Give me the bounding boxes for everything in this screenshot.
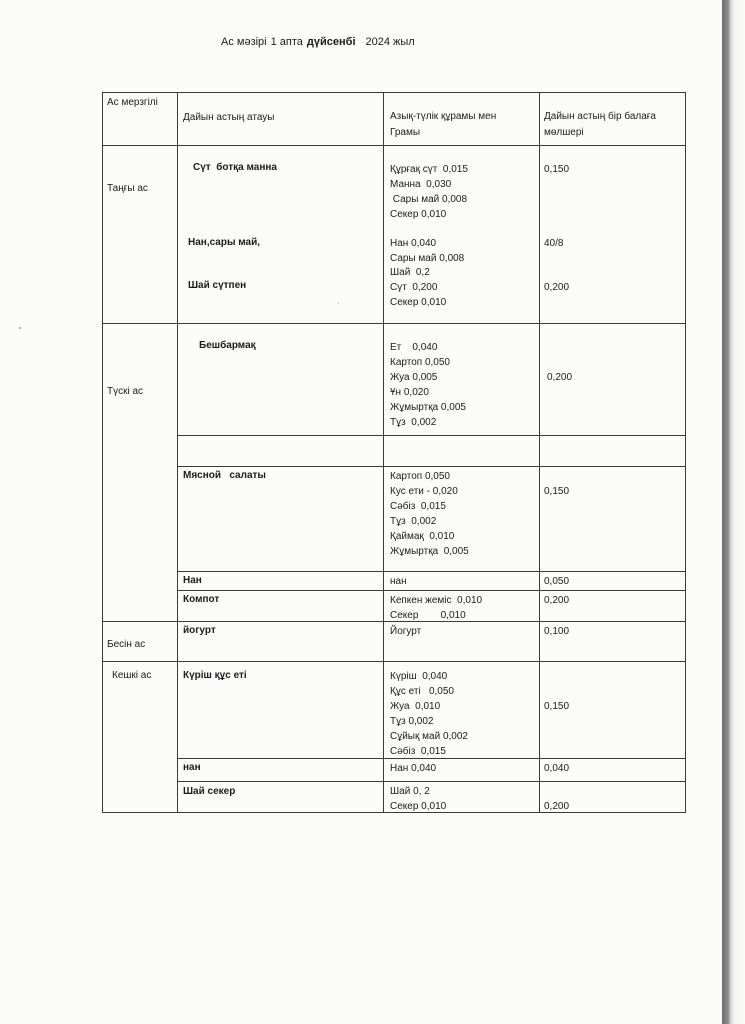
meal-period-snack: Бесін ас [107,639,146,650]
ingredient-line: Сары май 0,008 [390,194,468,205]
ingredient-line: Манна 0,030 [390,179,452,190]
header-dish-name: Дайын астың атауы [183,112,275,123]
ingredient-line: Картоп 0,050 [390,471,450,482]
portion-value: 0,040 [544,763,570,774]
ingredient-line: Тұз 0,002 [390,716,434,727]
ingredient-line: Күріш 0,040 [390,671,448,682]
meal-period-dinner: Кешкі ас [112,670,152,681]
portion-value: 0,200 [544,801,570,812]
scanner-edge-shadow [722,0,745,1024]
ingredient-line: Секер 0,010 [390,801,447,812]
dish-name: Күріш құс еті [183,670,247,681]
portion-value: 0,150 [544,164,570,175]
ingredient-line: Ет 0,040 [390,342,438,353]
ingredient-line: Жұмыртқа 0,005 [390,546,469,557]
ingredient-line: Сәбіз 0,015 [390,501,446,512]
dish-name: Нан [183,575,202,586]
dish-name: йогурт [183,625,216,636]
ingredient-line: Сәбіз 0,015 [390,746,446,757]
ingredient-line: Нан 0,040 [390,238,437,249]
ingredient-line: Шай 0, 2 [390,786,430,797]
meal-period-breakfast: Таңғы ас [107,183,148,194]
title-week: 1 апта [270,36,303,48]
ingredient-line: нан [390,576,407,587]
dish-name: Мясной салаты [183,470,266,481]
ingredient-line: Сұйық май 0,002 [390,731,468,742]
ingredient-line: Құрғақ сүт 0,015 [390,164,468,175]
document-title [221,36,415,48]
portion-value: 40/8 [544,238,564,249]
dish-name: Компот [183,594,220,605]
ingredient-line: Секер 0,010 [390,297,447,308]
dish-name: Бешбармақ [199,340,256,351]
ingredient-line: Йогурт [390,626,422,637]
dish-name: Шай секер [183,786,236,797]
dish-name: Сүт ботқа манна [193,162,277,173]
dish-name: Шай сүтпен [188,280,247,291]
ingredient-line: Секер 0,010 [390,209,447,220]
ingredient-line: Тұз 0,002 [390,516,437,527]
ingredient-line: Нан 0,040 [390,763,437,774]
dish-name: Нан,сары май, [188,237,261,248]
ingredient-line: Кепкен жеміс 0,010 [390,595,483,606]
dish-name: нан [183,762,201,773]
title-year: 2024 жыл [365,36,415,48]
ingredient-line: Кус ети - 0,020 [390,486,458,497]
ingredient-line: Шай 0,2 [390,267,430,278]
ingredient-line: Қаймақ 0,010 [390,531,455,542]
portion-value: 0,150 [544,701,570,712]
title-day: дүйсенбі [306,36,356,48]
ingredient-line: Ұн 0,020 [390,387,429,398]
ingredient-line: Жуа 0,010 [390,701,441,712]
scan-speck [338,303,339,304]
title-menu-label: Ас мәзірі [221,36,267,48]
scan-speck [19,327,21,329]
ingredient-line: Сары май 0,008 [390,253,465,264]
header-portion: Дайын астың бір балаға мөлшері [544,111,656,138]
header-period: Ас мерзгілі [107,97,158,108]
meal-period-lunch: Түскі ас [107,386,144,397]
ingredient-line: Тұз 0,002 [390,417,437,428]
portion-value: 0,200 [547,372,573,383]
ingredient-line: Жұмыртқа 0,005 [390,402,466,413]
ingredient-line: Жуа 0,005 [390,372,438,383]
ingredient-line: Секер 0,010 [390,610,466,621]
portion-value: 0,200 [544,282,570,293]
ingredient-line: Құс еті 0,050 [390,686,454,697]
portion-value: 0,100 [544,626,570,637]
portion-value: 0,050 [544,576,570,587]
portion-value: 0,150 [544,486,570,497]
ingredient-line: Картоп 0,050 [390,357,450,368]
ingredient-line: Сүт 0,200 [390,282,438,293]
header-ingredients: Азық-түлік құрамы мен Грамы [390,111,497,138]
portion-value: 0,200 [544,595,570,606]
